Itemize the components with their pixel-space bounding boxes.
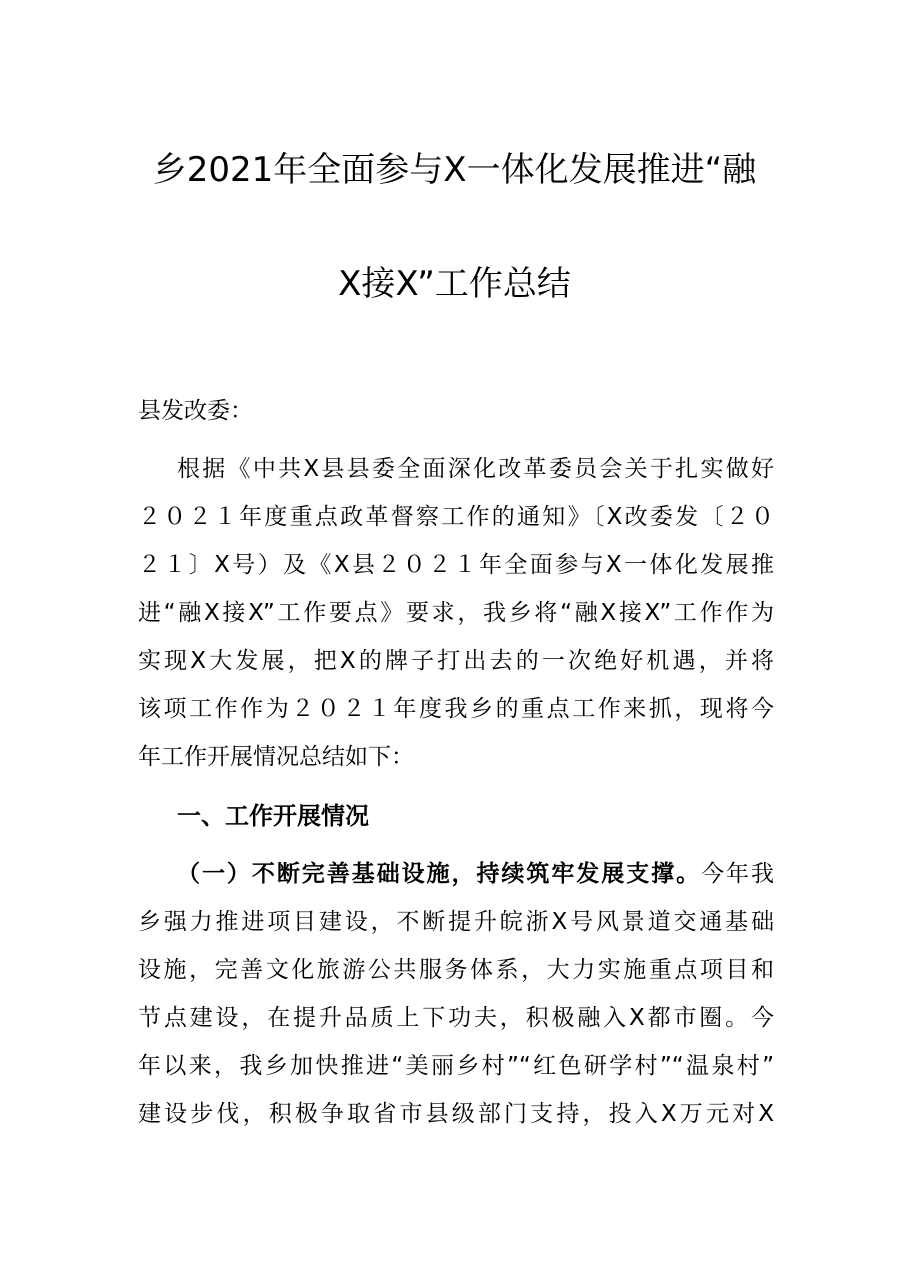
section-1-line-6: 建设步伐，积极争取省市县级部门支持，投入X万元对X (138, 1101, 774, 1127)
section-1-line-3: 设施，完善文化旅游公共服务体系，大力实施重点项目和 (138, 957, 774, 983)
section-1-line-4: 节点建设，在提升品质上下功夫，积极融入X都市圈。今 (138, 1005, 774, 1031)
section-1-first-line (177, 857, 774, 891)
section-1-line-2: 乡强力推进项目建设，不断提升皖浙X号风景道交通基础 (138, 909, 774, 935)
section-1-line-5: 年以来，我乡加快推进“美丽乡村”“红色研学村”“温泉村” (138, 1053, 774, 1079)
salutation: 县发改委： (138, 398, 253, 424)
intro-line-7: 年工作开展情况总结如下： (138, 744, 414, 770)
intro-line-3: ２１〕X号）及《X县２０２１年全面参与X一体化发展推 (138, 552, 774, 578)
intro-line-4: 进“融X接X”工作要点》要求，我乡将“融X接X”工作作为 (138, 600, 774, 626)
sub-heading-1: （一）不断完善基础设施，持续筑牢发展支撑。 (177, 861, 702, 887)
document-title-line-2: X接X”工作总结 (338, 264, 571, 304)
section-1-first-line-tail: 今年我 (701, 861, 775, 887)
intro-line-5: 实现X大发展，把X的牌子打出去的一次绝好机遇，并将 (138, 648, 774, 674)
intro-line-1: 根据《中共X县县委全面深化改革委员会关于扎实做好 (177, 456, 774, 482)
intro-line-2: ２０２１年度重点政革督察工作的通知》〔X改委发〔２０ (138, 504, 774, 530)
intro-line-6: 该项工作作为２０２１年度我乡的重点工作来抓，现将今 (138, 696, 774, 722)
document-title-line-1: 乡2021年全面参与X一体化发展推进“融 (152, 150, 757, 190)
section-heading-1: 一、工作开展情况 (177, 802, 369, 830)
